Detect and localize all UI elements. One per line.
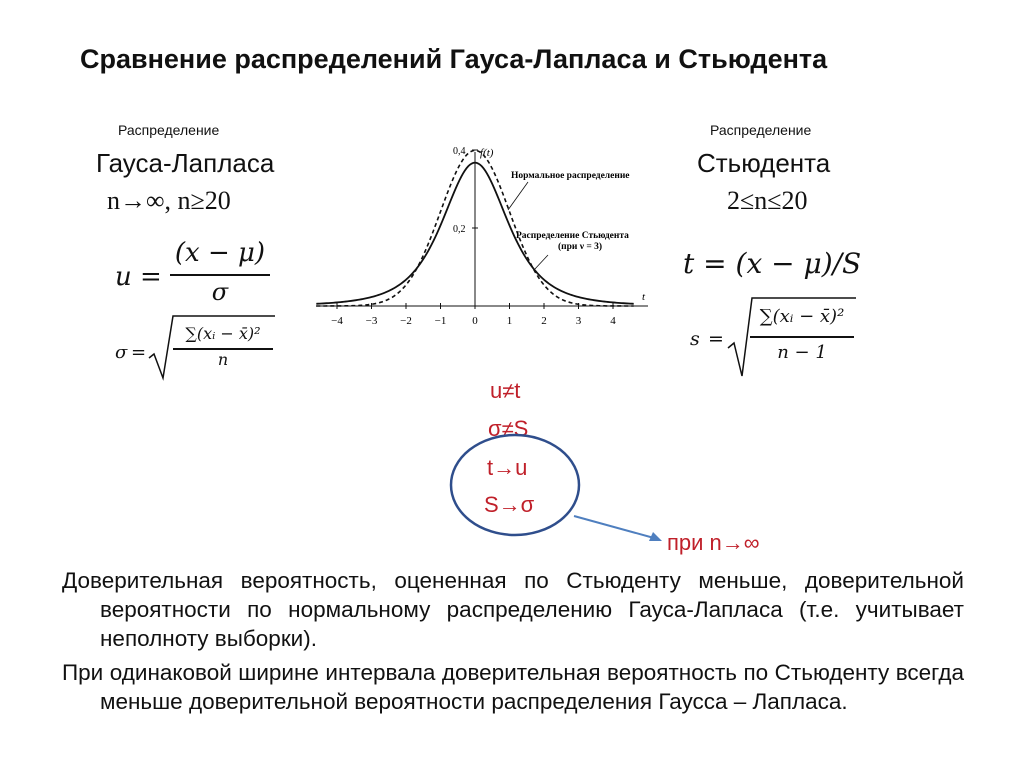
x-tick-label: −3 <box>365 315 378 327</box>
legend-normal: Нормальное распределение <box>511 171 630 181</box>
relation-t-to-u: t→u <box>487 455 528 480</box>
limit-circle-icon <box>440 430 590 540</box>
distribution-chart <box>308 140 668 340</box>
x-tick-label: −2 <box>400 315 412 327</box>
x-tick-label: 1 <box>506 315 513 327</box>
t-formula: t = (x − μ)/S <box>683 247 862 280</box>
u-equals: = <box>140 262 162 292</box>
s-denominator: n − 1 <box>777 342 827 363</box>
relation-s-to-sigma: S→σ <box>484 492 535 517</box>
legend-normal-pointer <box>508 182 528 210</box>
left-caption: Распределение <box>118 122 220 138</box>
x-tick-label: 2 <box>541 315 547 327</box>
y-axis-label: f(t) <box>480 147 494 159</box>
limit-label: при n→∞ <box>667 530 760 555</box>
u-formula <box>115 238 275 308</box>
x-tick-label: 3 <box>575 315 582 327</box>
y-tick-label: 0,4 <box>453 146 466 157</box>
paragraph-2-text: При одинаковой ширине интервала доверительная вероятность по Стьюденту всегда меньше доверительной вероятности распределения Гаусса – Лапласа. <box>62 660 964 714</box>
s-lhs: s <box>690 328 700 350</box>
slide-title: Сравнение распределений Гауса-Лапласа и Стьюдента <box>80 44 828 74</box>
y-tick-label: 0,2 <box>453 224 466 235</box>
s-equals: = <box>708 328 724 350</box>
right-condition: 2≤n≤20 <box>727 186 808 215</box>
x-tick-label: −4 <box>331 315 343 327</box>
left-distribution-name: Гауса-Лапласа <box>96 148 275 178</box>
s-formula <box>690 300 870 380</box>
x-tick-label: 4 <box>610 315 616 327</box>
u-lhs: u <box>115 262 132 292</box>
relation-u-ne-t: u≠t <box>490 378 521 403</box>
u-fraction-bar <box>170 274 270 276</box>
sigma-numerator: ∑(xᵢ − x̄)² <box>185 324 261 343</box>
x-tick-label: −1 <box>434 315 447 327</box>
right-distribution-name: Стьюдента <box>697 148 831 178</box>
x-axis-label: t <box>642 291 646 303</box>
s-numerator: ∑(xᵢ − x̄)² <box>759 306 845 327</box>
sigma-formula <box>115 318 285 388</box>
legend-student: Распределение Стьюдента (при ν = 3) <box>516 231 629 252</box>
paragraph-confidence <box>62 566 964 653</box>
u-numerator: (x − μ) <box>174 238 266 268</box>
arrow-right-icon <box>570 510 670 550</box>
paragraph-interval <box>62 658 964 716</box>
right-caption: Распределение <box>710 122 812 138</box>
legend-student-pointer <box>534 255 548 270</box>
paragraph-1-text: Доверительная вероятность, оцененная по Стьюденту меньше, доверительной вероятности по нормальному распределению Гауса-Лапласа (т.е. учитывает неполноту выборки). <box>62 568 964 651</box>
s-fraction-bar <box>750 336 854 338</box>
sigma-denominator: n <box>217 350 229 369</box>
sigma-equals: = <box>131 342 147 363</box>
u-denominator: σ <box>211 278 229 306</box>
x-tick-label: 0 <box>472 315 478 327</box>
sigma-lhs: σ <box>115 342 128 363</box>
left-condition: n→∞, n≥20 <box>107 186 231 215</box>
relation-sigma-ne-s: σ≠S <box>488 416 529 441</box>
